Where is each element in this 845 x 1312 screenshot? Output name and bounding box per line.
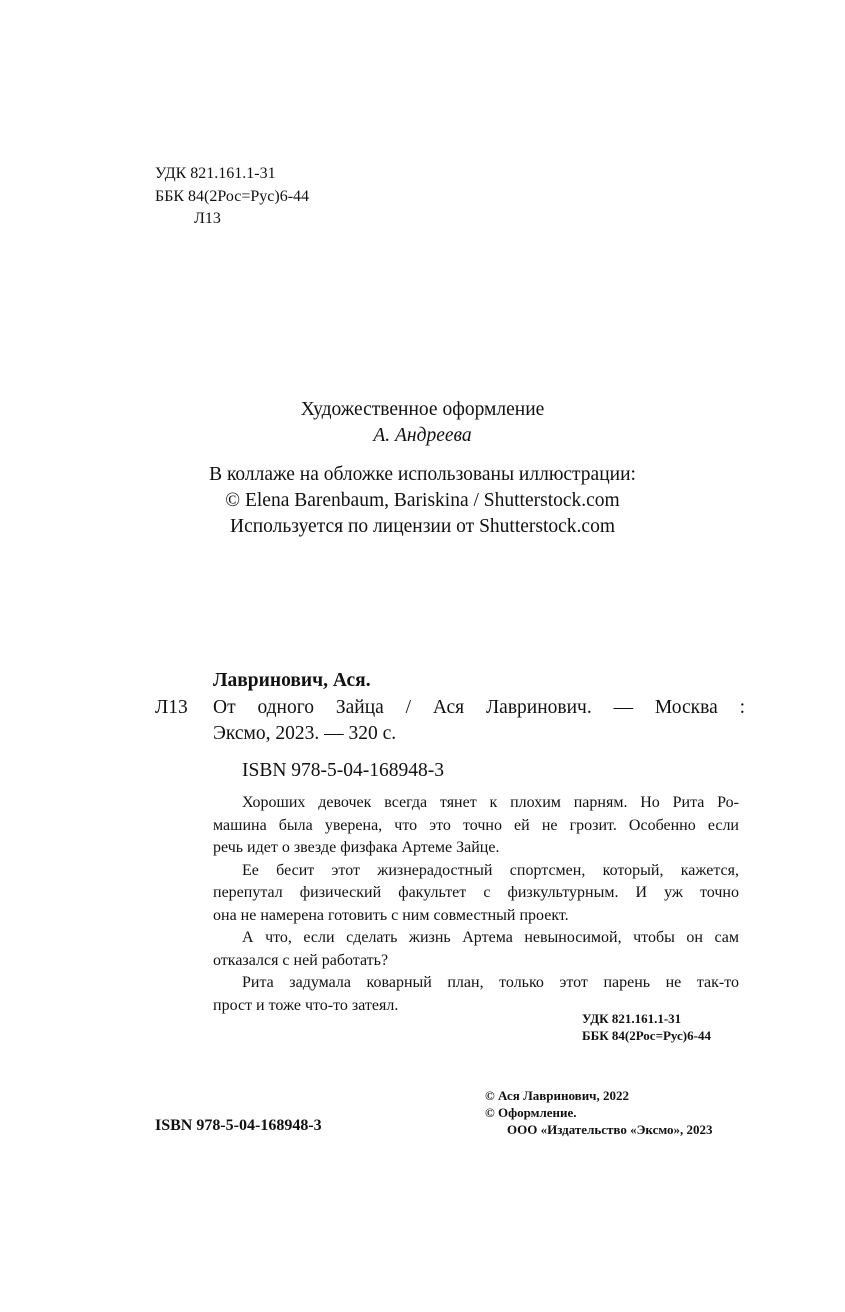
annotation-line: она не намерена готовить с ним совместный проект. bbox=[213, 906, 569, 924]
annotation-paragraph bbox=[213, 792, 739, 860]
copyright-line-3: ООО «Издательство «Эксмо», 2023 bbox=[507, 1122, 713, 1137]
illustration-line-3: Используется по лицензии от Shutterstock.com bbox=[229, 516, 616, 537]
designer-name: А. Андреева bbox=[373, 425, 472, 446]
annotation-paragraph bbox=[213, 860, 739, 928]
bottom-bbk-code: ББК 84(2Рос=Рус)6-44 bbox=[582, 1028, 711, 1043]
bottom-classification-codes bbox=[582, 1010, 711, 1044]
author-mark: Л13 bbox=[194, 210, 221, 227]
illustration-line-2: © Elena Barenbaum, Bariskina / Shutterstock.com bbox=[225, 490, 620, 511]
annotation-line: перепутал физический факультет с физкультурным. И уж точно bbox=[213, 884, 739, 901]
bottom-isbn: ISBN 978-5-04-168948-3 bbox=[155, 1117, 322, 1134]
annotation-line: А что, если сделать жизнь Артема невыносимой, чтобы он сам bbox=[242, 929, 739, 946]
bibliography-author: Лавринович, Ася. bbox=[213, 670, 371, 691]
annotation-line: машина была уверена, что это точно ей не грозит. Особенно если bbox=[213, 816, 739, 834]
copyright-block bbox=[485, 1087, 713, 1138]
annotation bbox=[213, 792, 739, 1017]
annotation-line: Хороших девочек всегда тянет к плохим парням. Но Рита Ро- bbox=[242, 794, 739, 811]
bottom-udk-code: УДК 821.161.1-31 bbox=[582, 1011, 682, 1026]
illustration-line-1: В коллаже на обложке использованы иллюстрации: bbox=[209, 464, 636, 485]
annotation-line: Ее бесит этот жизнерадостный спортсмен, который, кажется, bbox=[242, 861, 739, 879]
design-credit-label: Художественное оформление bbox=[300, 399, 545, 420]
bibliography-description bbox=[213, 695, 745, 747]
annotation-line: Рита задумала коварный план, только этот парень не так-то bbox=[242, 974, 739, 991]
bibliography-isbn: ISBN 978-5-04-168948-3 bbox=[242, 760, 445, 781]
annotation-line: отказался с ней работать? bbox=[213, 951, 389, 969]
annotation-paragraph bbox=[213, 927, 739, 972]
bibliography-line-2: Эксмо, 2023. — 320 с. bbox=[213, 723, 397, 744]
top-classification-codes bbox=[155, 163, 309, 231]
annotation-line: прост и тоже что-то затеял. bbox=[213, 996, 399, 1014]
bibliography-code: Л13 bbox=[155, 697, 188, 718]
bbk-code: ББК 84(2Рос=Рус)6-44 bbox=[155, 187, 310, 205]
copyright-line-1: © Ася Лавринович, 2022 bbox=[485, 1088, 630, 1103]
illustration-credits bbox=[0, 462, 845, 540]
annotation-line: речь идет о звезде физфака Артеме Зайце. bbox=[213, 839, 500, 856]
bibliography-line-1: От одного Зайца / Ася Лавринович. — Москва : bbox=[213, 697, 745, 718]
design-credit bbox=[0, 397, 845, 449]
udk-code: УДК 821.161.1-31 bbox=[155, 165, 276, 182]
copyright-line-2: © Оформление. bbox=[485, 1105, 577, 1120]
